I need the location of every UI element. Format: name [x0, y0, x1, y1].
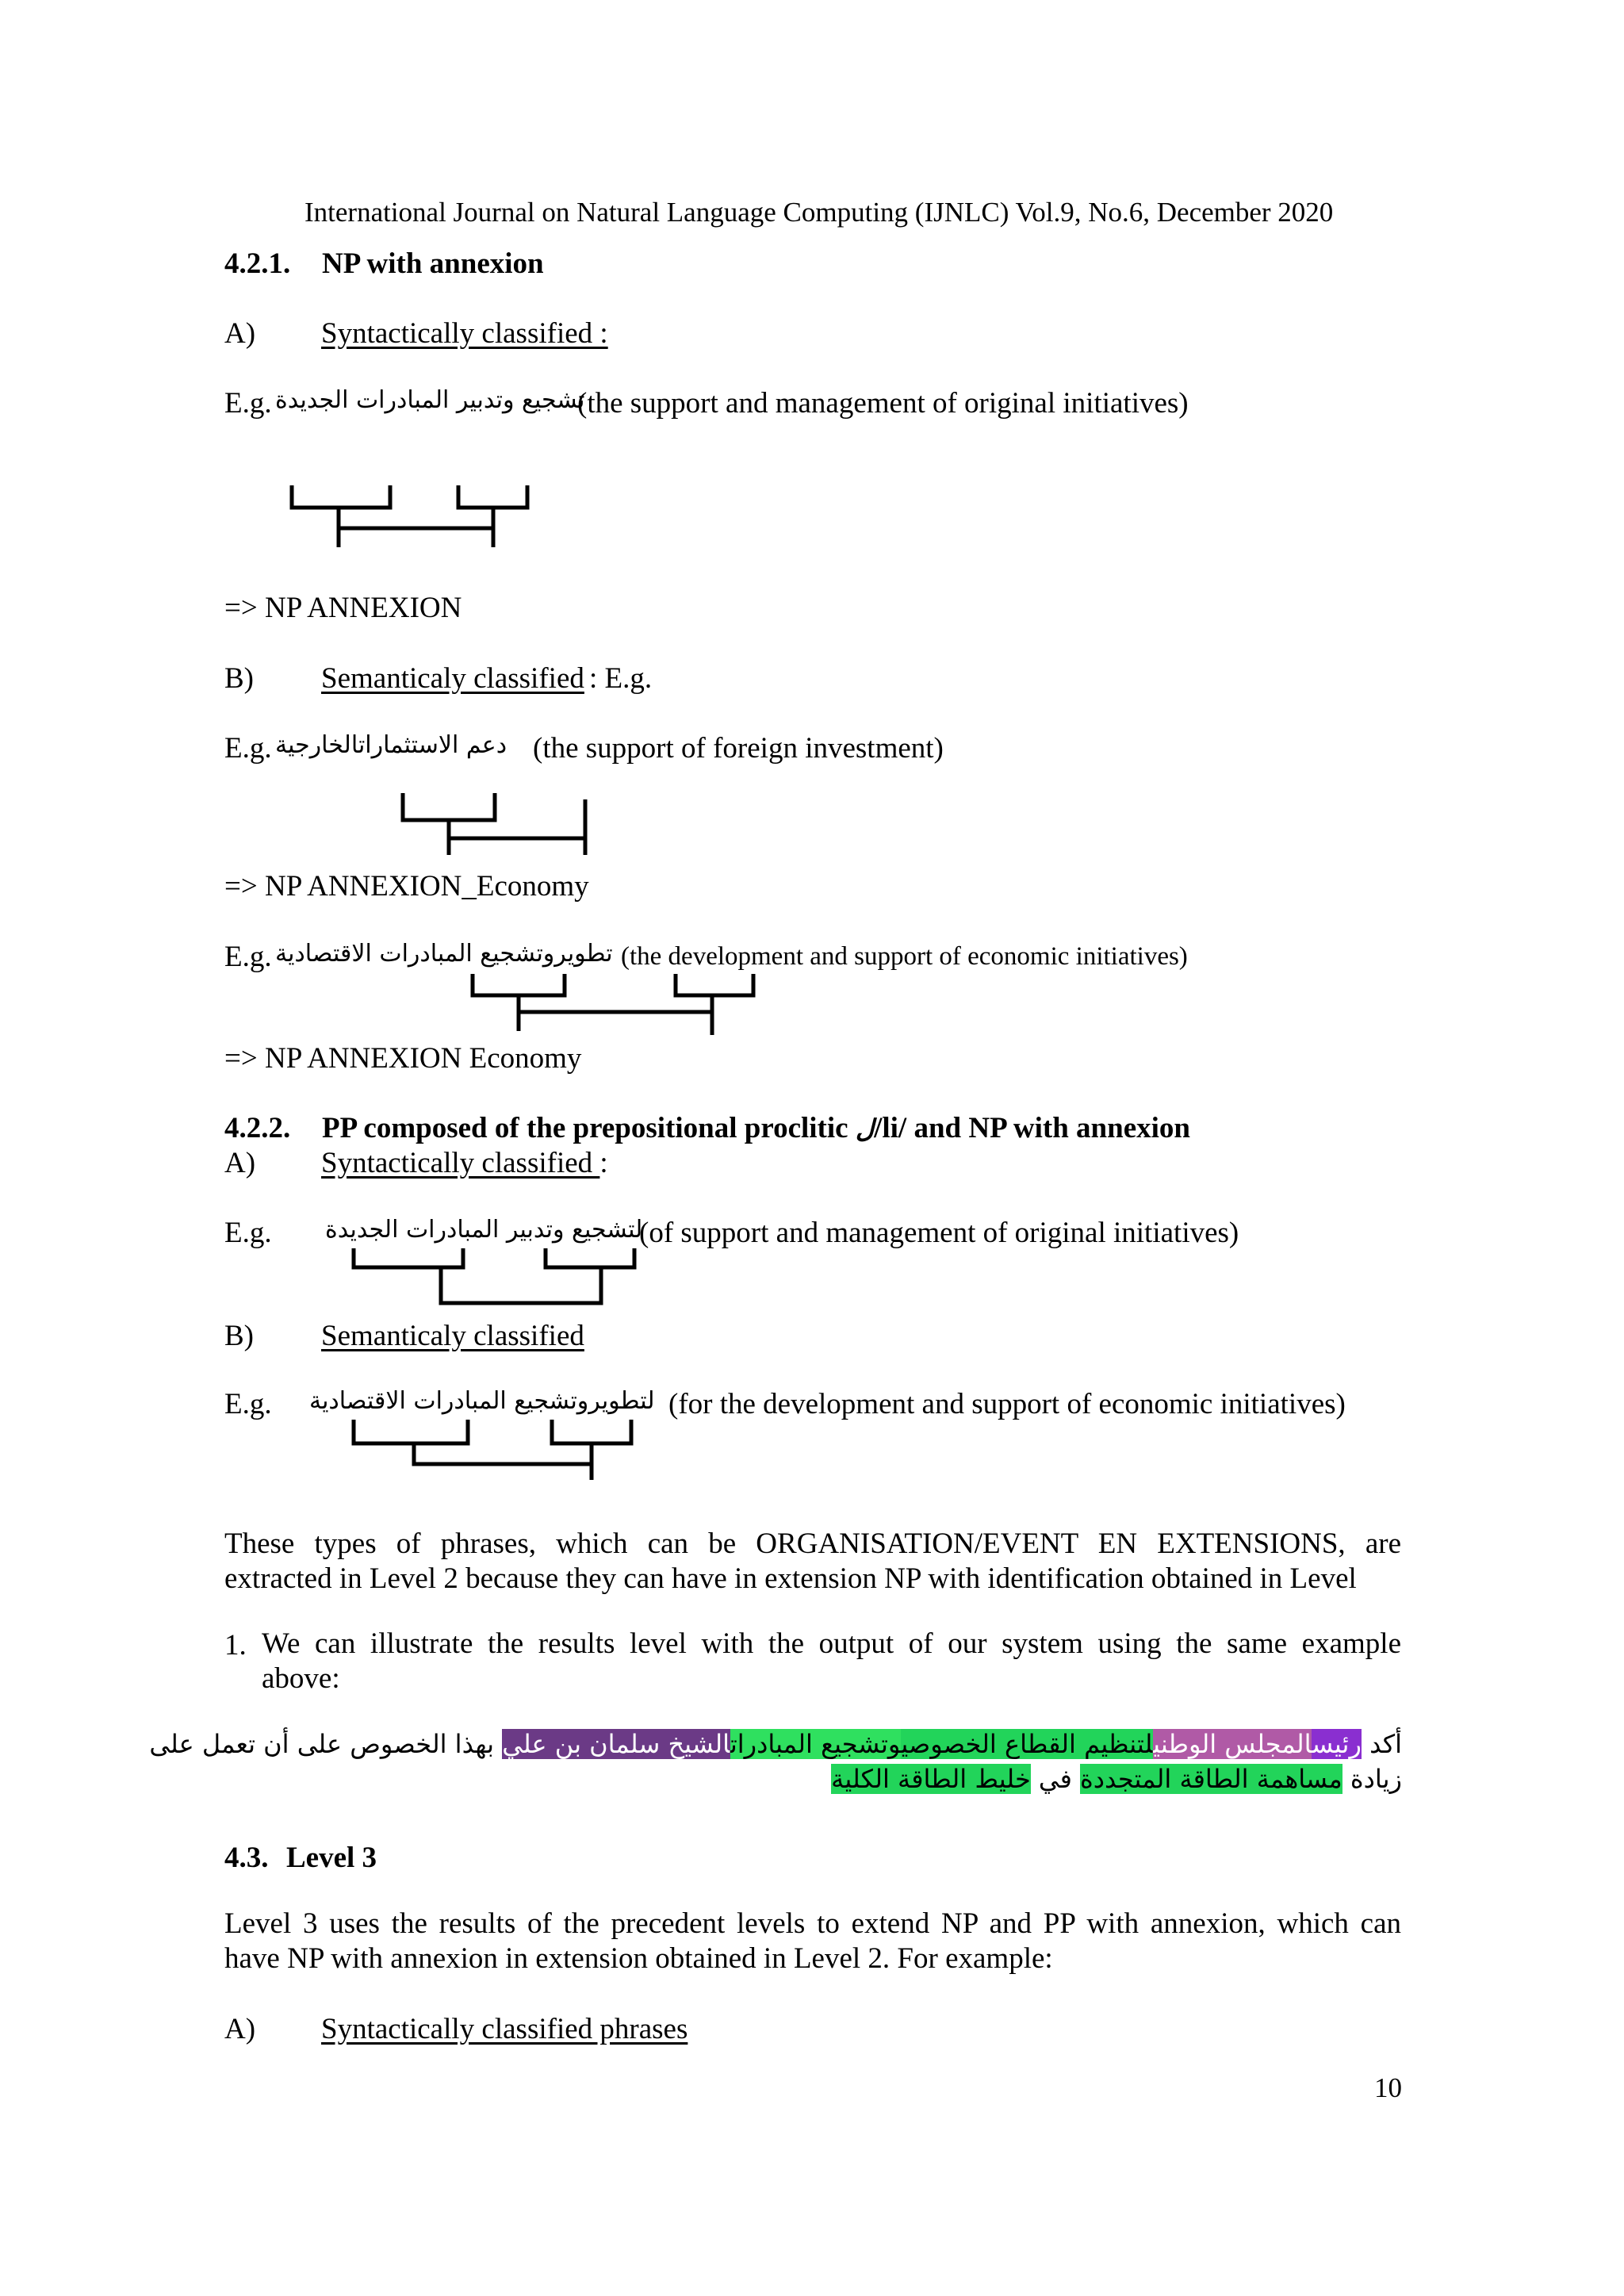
- output-word: بهذا الخصوص على أن تعمل على: [149, 1729, 503, 1759]
- section-number-4-3: 4.3.: [224, 1842, 269, 1874]
- example-arabic: لتشجيع وتدبير المبادرات الجديدة: [325, 1216, 643, 1244]
- result-np-annexion-economy: => NP ANNEXION_Economy: [224, 870, 589, 903]
- highlight-np-annexion: لتنظيم القطاع الخصوصي: [901, 1729, 1154, 1759]
- item-label-a: A): [224, 2013, 256, 2045]
- example-english: (the support and management of original initiatives): [577, 387, 1189, 420]
- example-english: (the development and support of economic initiatives): [621, 942, 1188, 971]
- system-output-line-1: [149, 1729, 1402, 1759]
- example-english: (of support and management of original initiatives): [639, 1217, 1239, 1249]
- example-prefix: E.g.: [224, 941, 272, 973]
- item-label-a: A): [224, 1147, 256, 1179]
- highlight-np-annexion: وتشجيع المبادرات: [730, 1729, 902, 1759]
- highlight-person-title: رئيس: [1312, 1729, 1362, 1759]
- section-title-4-3: Level 3: [286, 1842, 377, 1874]
- title-part: /li/ and NP with annexion: [874, 1112, 1190, 1144]
- page-number: 10: [1374, 2072, 1402, 2103]
- section-number-4-2-1: 4.2.1.: [224, 247, 291, 280]
- example-prefix: E.g.: [224, 387, 272, 420]
- list-line: We can illustrate the results level with the output of our system using the same example: [262, 1627, 1401, 1660]
- title-part: PP composed of the prepositional proclitic: [322, 1112, 848, 1144]
- item-label-a: A): [224, 317, 256, 350]
- item-text-semantic: Semanticaly classified: [321, 662, 584, 695]
- paragraph-level-3: [224, 1907, 1401, 1976]
- highlight-person: الشيخ سلمان بن علي: [502, 1729, 730, 1759]
- item-text-syntactic: Syntactically classified :: [321, 317, 608, 350]
- system-output-line-2: [831, 1764, 1402, 1794]
- output-word: زيادة: [1342, 1764, 1402, 1794]
- example-english: (the support of foreign investment): [533, 732, 944, 765]
- example-english: (for the development and support of economic initiatives): [668, 1388, 1346, 1420]
- section-number-4-2-2: 4.2.2.: [224, 1112, 291, 1144]
- result-np-annexion: => NP ANNEXION: [224, 592, 462, 624]
- example-arabic: تشجيع وتدبير المبادرات الجديدة: [275, 386, 585, 414]
- paragraph-line: These types of phrases, which can be ORGANISATION/EVENT EN EXTENSIONS, are: [224, 1527, 1401, 1560]
- result-np-annexion-economy-2: => NP ANNEXION Economy: [224, 1042, 582, 1075]
- paragraph-line: Level 3 uses the results of the precedent levels to extend NP and PP with annexion, which can: [224, 1907, 1401, 1940]
- example-prefix: E.g.: [224, 732, 272, 765]
- output-word: أكد: [1361, 1729, 1402, 1759]
- item-text: Syntactically classified: [321, 1147, 600, 1179]
- example-arabic: تطويروتشجيع المبادرات الاقتصادية: [275, 940, 613, 968]
- paragraph-phrase-types: [224, 1527, 1401, 1596]
- output-word: في: [1030, 1764, 1081, 1794]
- item-suffix: :: [599, 1147, 608, 1179]
- item-text-syntactic-phrases: Syntactically classified phrases: [321, 2013, 688, 2045]
- item-text-suffix: : E.g.: [589, 662, 653, 695]
- item-label-b: B): [224, 1320, 254, 1352]
- list-number: 1.: [224, 1629, 247, 1662]
- item-text-semantic: Semanticaly classified: [321, 1320, 584, 1352]
- running-header: International Journal on Natural Language Computing (IJNLC) Vol.9, No.6, December 2020: [304, 197, 1334, 228]
- example-arabic: لتطويروتشجيع المبادرات الاقتصادية: [309, 1387, 655, 1415]
- list-line: above:: [262, 1662, 340, 1695]
- highlight-organisation: المجلس الوطني: [1153, 1729, 1312, 1759]
- highlight-np-annexion: مساهمة الطاقة المتجددة: [1080, 1764, 1342, 1794]
- title-arabic-proclitic: ل: [855, 1114, 875, 1144]
- example-prefix: E.g.: [224, 1217, 272, 1249]
- example-arabic: دعم الاستثماراتالخارجية: [275, 731, 508, 759]
- paragraph-line: have NP with annexion in extension obtained in Level 2. For example:: [224, 1942, 1053, 1975]
- example-prefix: E.g.: [224, 1388, 272, 1420]
- highlight-np-annexion: خليط الطاقة الكلية: [831, 1764, 1031, 1794]
- paragraph-line: extracted in Level 2 because they can have in extension NP with identification obtained in Level: [224, 1562, 1357, 1595]
- item-label-b: B): [224, 662, 254, 695]
- section-title-4-2-1: NP with annexion: [322, 247, 544, 280]
- list-item-text: [262, 1627, 1401, 1696]
